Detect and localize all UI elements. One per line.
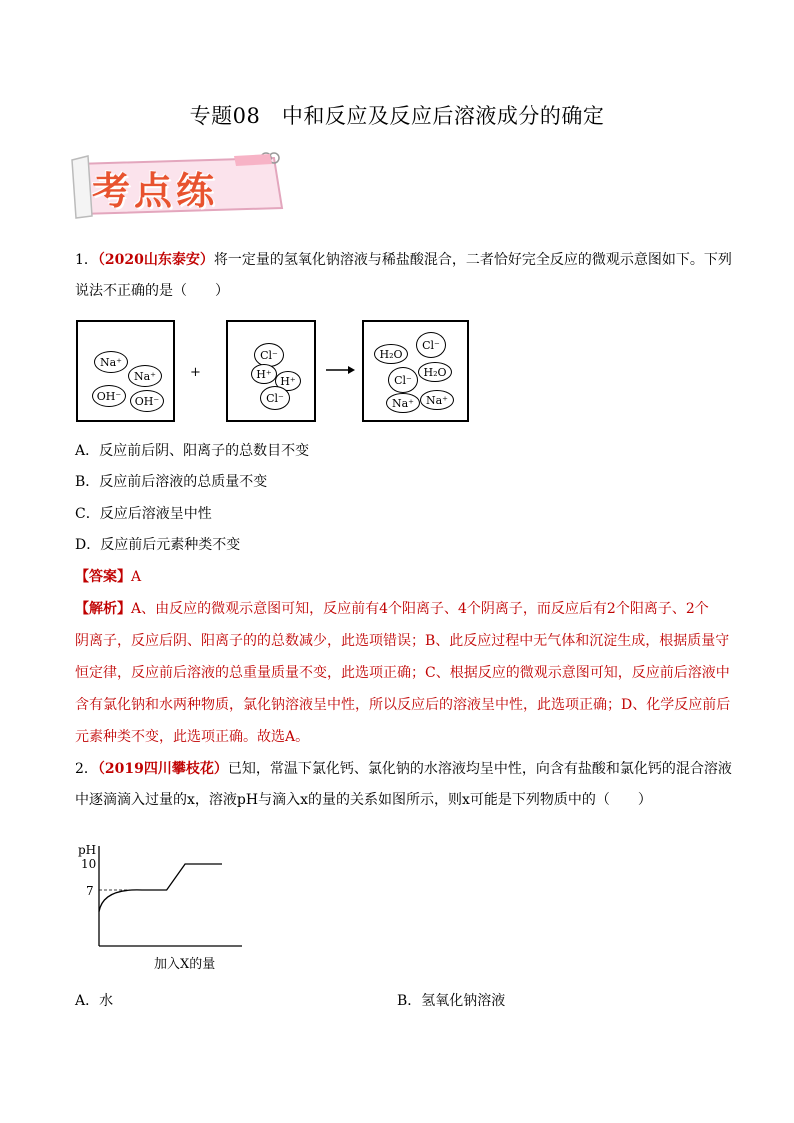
- q2-option-a: A．水: [75, 993, 114, 1009]
- q1-option-a: A．反应前后阴、阳离子的总数目不变: [75, 443, 310, 459]
- banner-label: 考点练: [92, 169, 219, 213]
- q1-number: 1．: [75, 252, 98, 268]
- reaction-arrow-icon: [326, 364, 356, 376]
- ion-cl-minus: Cl⁻: [416, 332, 446, 358]
- y-axis-label: pH: [78, 843, 97, 857]
- q1-source: （2020山东泰安）: [97, 252, 214, 268]
- q2-stem1: 已知，常温下氯化钙、氯化钠的水溶液均呈中性，向含有盐酸和氯化钙的混合溶液: [227, 761, 732, 777]
- ion-cl-minus: Cl⁻: [388, 367, 418, 393]
- reactant-box-hcl: [226, 320, 316, 422]
- q2-source: （2019四川攀枝花）: [97, 761, 228, 777]
- q1-option-c: C．反应后溶液呈中性: [75, 506, 212, 522]
- ion-na-plus: Na⁺: [128, 365, 162, 387]
- q2-stem-line1: [75, 759, 732, 779]
- ion-oh-minus: OH⁻: [130, 390, 164, 412]
- q1-stem-line2: 说法不正确的是（ ）: [75, 283, 229, 299]
- plus-sign: +: [190, 365, 201, 380]
- ion-cl-minus: Cl⁻: [260, 386, 290, 410]
- q1-option-b: B．反应前后溶液的总质量不变: [75, 474, 268, 490]
- answer-label: 【答案】: [75, 569, 131, 585]
- reactant-box-naoh: [76, 320, 175, 422]
- product-box: [362, 320, 469, 422]
- q1-stem1: 将一定量的氢氧化钠溶液与稀盐酸混合，二者恰好完全反应的微观示意图如下。下列: [213, 252, 732, 268]
- page-title: 专题08 中和反应及反应后溶液成分的确定: [189, 104, 605, 128]
- q1-analysis-line4: 含有氯化钠和水两种物质，氯化钠溶液呈中性，所以反应后的溶液呈中性，此选项正确；D、化学反应前后: [75, 697, 731, 713]
- ion-na-plus: Na⁺: [94, 351, 128, 373]
- q1-analysis-line3: 恒定律，反应前后溶液的总重量质量不变，此选项正确；C、根据反应的微观示意图可知，反应前后溶液中: [75, 665, 730, 681]
- ph-chart: [70, 838, 270, 978]
- q1-analysis-line5: 元素种类不变，此选项正确。故选A。: [75, 729, 310, 745]
- ion-na-plus: Na⁺: [420, 390, 454, 410]
- ion-oh-minus: OH⁻: [92, 385, 126, 407]
- q1-stem-line1: [75, 250, 732, 270]
- analysis-text: A、由反应的微观示意图可知，反应前有4个阳离子、4个阴离子，而反应后有2个阳离子、2个: [131, 601, 709, 617]
- q1-analysis-line2: 阴离子，反应后阴、阳离子的的总数减少，此选项错误；B、此反应过程中无气体和沉淀生成，根据质量守: [75, 633, 730, 649]
- q2-number: 2．: [75, 761, 98, 777]
- q1-answer: [75, 567, 724, 587]
- ion-na-plus: Na⁺: [386, 393, 420, 413]
- answer-value: A: [131, 569, 142, 585]
- q2-option-b: B．氢氧化钠溶液: [397, 993, 506, 1009]
- x-axis-label: 加入X的量: [154, 957, 216, 972]
- molecule-h2o: H₂O: [418, 362, 452, 382]
- ion-cl-minus: Cl⁻: [254, 343, 284, 367]
- molecule-h2o: H₂O: [374, 344, 408, 364]
- tick-label-7: 7: [86, 884, 94, 898]
- analysis-label: 【解析】: [75, 601, 131, 617]
- q1-option-d: D．反应前后元素种类不变: [75, 537, 241, 553]
- ion-h-plus: H⁺: [275, 371, 301, 391]
- q1-analysis-line1: [75, 599, 724, 619]
- ion-h-plus: H⁺: [251, 364, 277, 384]
- ph-curve: [99, 864, 222, 912]
- q2-stem-line2: 中逐滴滴入过量的x，溶液pH与滴入x的量的关系如图所示，则x可能是下列物质中的（ ）: [75, 792, 652, 808]
- tick-label-10: 10: [81, 857, 97, 871]
